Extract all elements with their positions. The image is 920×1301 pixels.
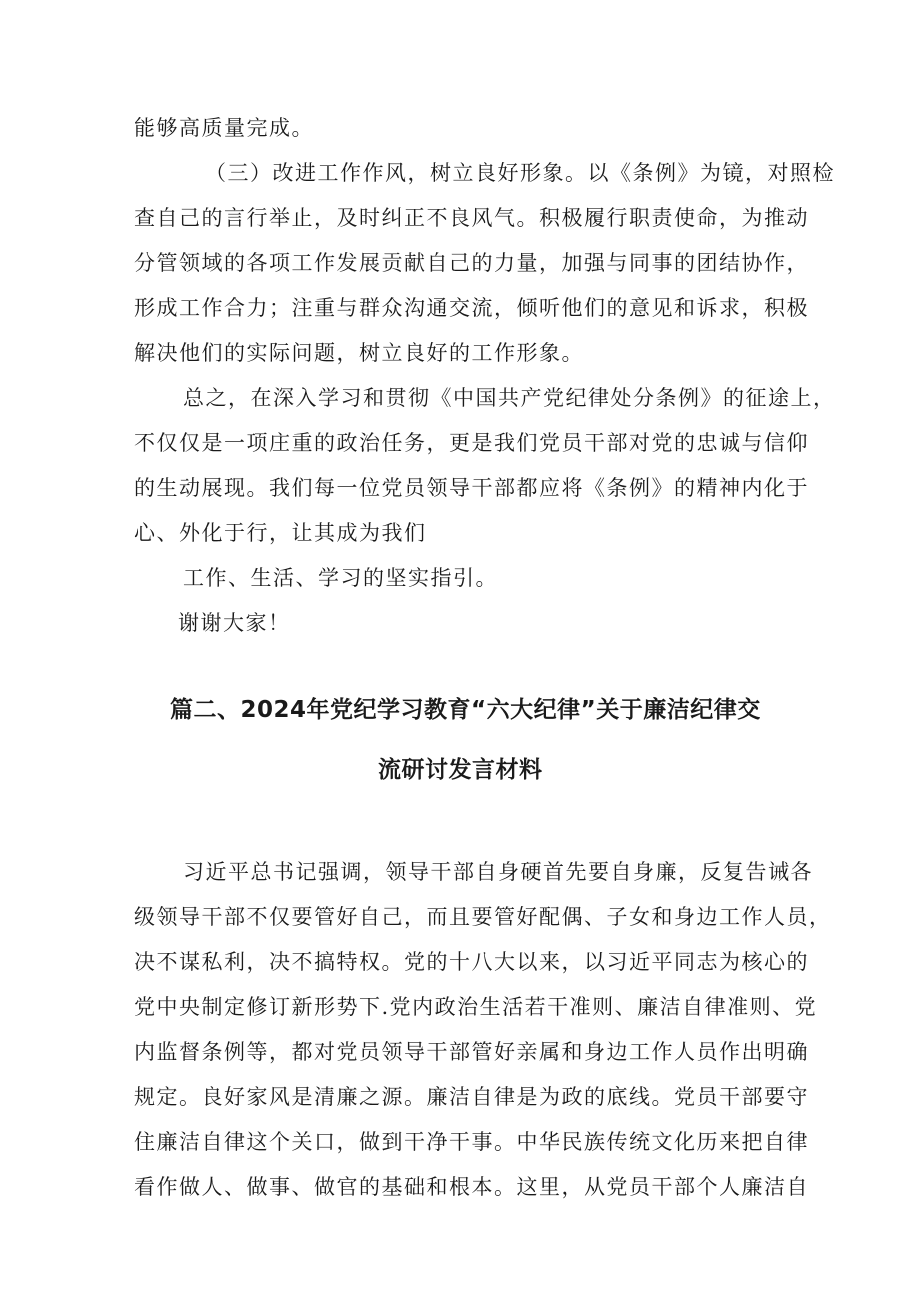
paragraph-line: 党中央制定修订新形势下.党内政治生活若干准则、廉洁自律准则、党	[134, 995, 818, 1019]
paragraph-line: 谢谢大家！	[178, 611, 291, 635]
paragraph-line: （三）改进工作作风，树立良好形象。以《条例》为镜，对照检	[205, 161, 835, 185]
paragraph-line: 工作、生活、学习的坚实指引。	[183, 566, 498, 590]
paragraph-line: 习近平总书记强调，领导干部自身硬首先要自身廉，反复告诫各	[183, 860, 813, 884]
paragraph-line: 决不谋私利，决不搞特权。党的十八大以来，以习近平同志为核心的	[134, 950, 809, 974]
paragraph-line: 内监督条例等，都对党员领导干部管好亲属和身边工作人员作出明确	[134, 1040, 809, 1064]
paragraph-line: 级领导干部不仅要管好自己，而且要管好配偶、子女和身边工作人员，	[134, 905, 832, 929]
section-title-line-2: 流研讨发言材料	[378, 757, 543, 783]
paragraph-line: 查自己的言行举止，及时纠正不良风气。积极履行职责使命，为推动	[134, 206, 809, 230]
paragraph-line: 解决他们的实际问题，树立良好的工作形象。	[134, 341, 584, 365]
paragraph-line: 的生动展现。我们每一位党员领导干部都应将《条例》的精神内化于	[134, 476, 809, 500]
paragraph-line: 分管领域的各项工作发展贡献自己的力量，加强与同事的团结协作，	[134, 251, 809, 275]
paragraph-line: 规定。良好家风是清廉之源。廉洁自律是为政的底线。党员干部要守	[134, 1085, 809, 1109]
paragraph-line: 能够高质量完成。	[134, 116, 314, 140]
paragraph-line: 形成工作合力；注重与群众沟通交流，倾听他们的意见和诉求，积极	[134, 296, 809, 320]
paragraph-line: 总之，在深入学习和贯彻《中国共产党纪律处分条例》的征途上，	[183, 386, 836, 410]
paragraph-line: 心、外化于行，让其成为我们	[134, 521, 427, 545]
section-title-line-1: 篇二、2024年党纪学习教育“六大纪律”关于廉洁纪律交	[170, 697, 761, 723]
paragraph-line: 住廉洁自律这个关口，做到干净干事。中华民族传统文化历来把自律	[134, 1130, 809, 1154]
paragraph-line: 看作做人、做事、做官的基础和根本。这里，从党员干部个人廉洁自	[134, 1175, 809, 1199]
paragraph-line: 不仅仅是一项庄重的政治任务，更是我们党员干部对党的忠诚与信仰	[134, 431, 809, 455]
